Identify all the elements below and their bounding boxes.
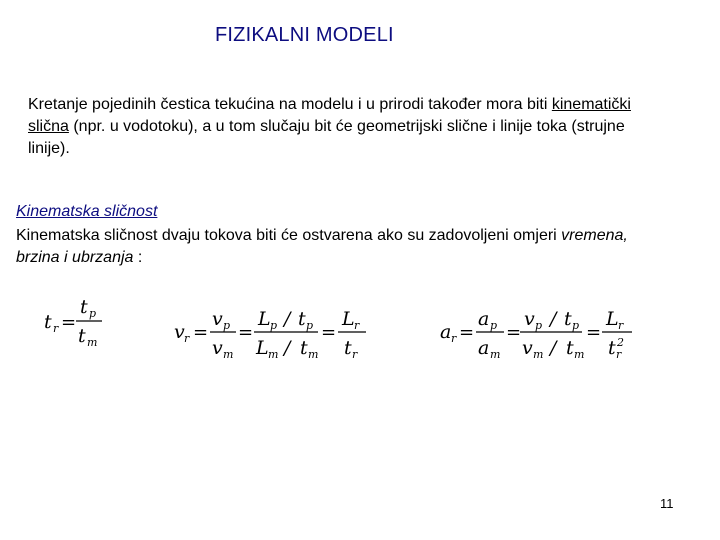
- time-den: t: [78, 325, 86, 347]
- acc-f2-den-a-sub: m: [533, 348, 544, 361]
- section-body-text: Kinematska sličnost dvaju tokova biti će ostvarena ako su zadovoljeni omjeri: [16, 227, 562, 244]
- word-vremena: vremena,: [561, 227, 628, 244]
- vel-f3-num-sub: r: [354, 319, 360, 332]
- acc-f2-den-b-sub: m: [574, 348, 585, 361]
- vel-f2-num-b: t: [298, 308, 306, 330]
- section-heading: Kinematska sličnost: [16, 203, 158, 220]
- acc-f1-num: a: [478, 308, 490, 330]
- acc-f3-num-sub: r: [618, 319, 624, 332]
- acc-equals-3: =: [586, 322, 602, 343]
- word-i: i: [64, 249, 68, 266]
- acc-f2-num-b-sub: p: [572, 319, 580, 332]
- vel-f2-den-b: t: [300, 337, 308, 359]
- time-lhs: t: [44, 311, 52, 333]
- word-ubrzanja: ubrzanja: [72, 249, 134, 266]
- acc-f2-num-slash: /: [550, 308, 557, 330]
- acc-f3-den-sup: 2: [617, 336, 624, 349]
- time-num-sub: p: [89, 307, 97, 320]
- vel-equals-2: =: [238, 322, 254, 343]
- formula-acceleration-ratio: [436, 302, 636, 364]
- section-body: [16, 225, 716, 269]
- intro-underlined-term: kinematički slična: [28, 96, 631, 135]
- time-lhs-sub: r: [53, 322, 59, 335]
- acc-equals-2: =: [506, 322, 522, 343]
- vel-f2-den-a-sub: m: [268, 348, 279, 361]
- acc-f2-num-a-sub: p: [535, 319, 543, 332]
- formula-velocity-ratio: [170, 302, 370, 364]
- time-num: t: [80, 296, 88, 318]
- vel-f1-num: v: [212, 308, 223, 330]
- acc-lhs: a: [440, 321, 452, 343]
- acc-f1-den-sub: m: [490, 348, 501, 361]
- word-brzina: brzina: [16, 249, 60, 266]
- acc-lhs-sub: r: [451, 332, 457, 345]
- vel-f1-den: v: [212, 337, 223, 359]
- acc-f2-num-b: t: [564, 308, 572, 330]
- acc-f3-den: t: [608, 337, 616, 359]
- vel-f2-den-slash: /: [284, 337, 291, 359]
- vel-f2-den-b-sub: m: [308, 348, 319, 361]
- vel-f2-num-b-sub: p: [306, 319, 314, 332]
- vel-f1-num-sub: p: [223, 319, 231, 332]
- vel-equals-1: =: [193, 322, 209, 343]
- vel-f3-num: L: [342, 308, 355, 330]
- vel-equals-3: =: [321, 322, 337, 343]
- acc-f2-num-a: v: [524, 308, 535, 330]
- vel-lhs: v: [174, 321, 185, 343]
- acc-equals-1: =: [459, 322, 475, 343]
- vel-f3-den-sub: r: [352, 348, 358, 361]
- intro-paragraph: [28, 94, 668, 160]
- acc-f3-den-sub: r: [616, 348, 622, 361]
- page-title: FIZIKALNI MODELI: [215, 24, 394, 46]
- acc-f2-den-slash: /: [550, 337, 557, 359]
- vel-f2-den-a: L: [256, 337, 269, 359]
- acc-f2-den-b: t: [566, 337, 574, 359]
- vel-f1-den-sub: m: [223, 348, 234, 361]
- time-den-sub: m: [87, 336, 98, 349]
- section-body-end: :: [133, 249, 143, 266]
- acc-f3-num: L: [606, 308, 619, 330]
- acc-f1-den: a: [478, 337, 490, 359]
- vel-f3-den: t: [344, 337, 352, 359]
- time-equals: =: [61, 312, 77, 333]
- vel-lhs-sub: r: [184, 332, 190, 345]
- vel-f2-num-a: L: [258, 308, 271, 330]
- page-number: 11: [660, 496, 674, 511]
- intro-text-2: (npr. u vodotoku), a u tom slučaju bit će geometrijski slične i linije toka (strujne linije).: [28, 118, 625, 157]
- vel-f2-num-slash: /: [284, 308, 291, 330]
- acc-f2-den-a: v: [522, 337, 533, 359]
- intro-text-1: Kretanje pojedinih čestica tekućina na modelu i u prirodi također mora biti: [28, 96, 552, 113]
- formula-time-ratio: [40, 292, 110, 354]
- vel-f2-num-a-sub: p: [270, 319, 278, 332]
- acc-f1-num-sub: p: [490, 319, 498, 332]
